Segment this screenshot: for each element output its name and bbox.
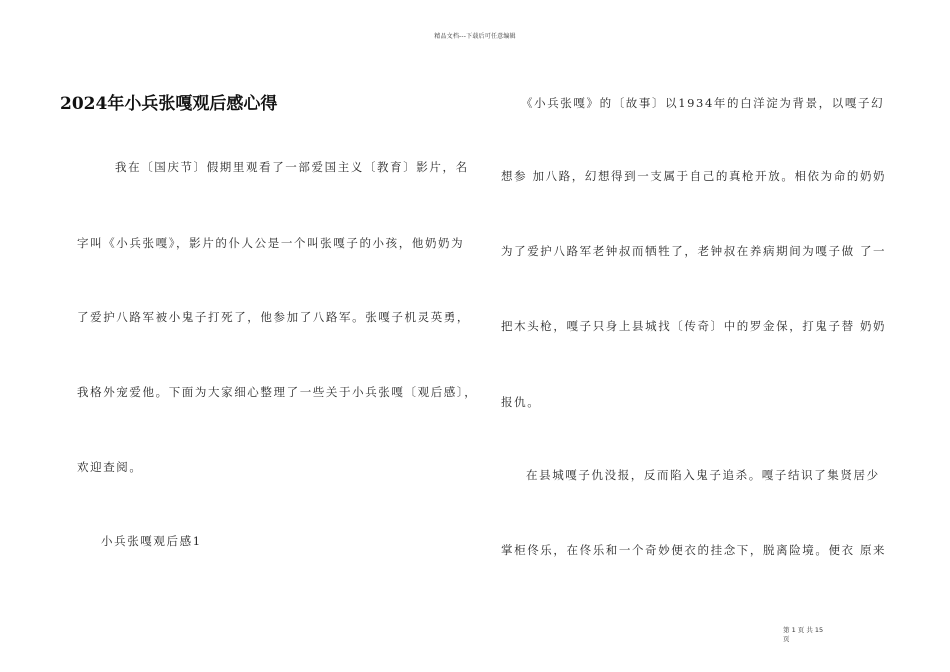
header-note: 精品文档---下载后可任意编辑	[434, 33, 516, 40]
page-number-line: 第 1 页 共 15	[783, 626, 824, 634]
paragraph-line: 在县城嘎子仇没报，反而陷入鬼子追杀。嘎子结识了集贤居少	[526, 468, 880, 482]
paragraph-line: 字叫《小兵张嘎》，影片的仆人公是一个叫张嘎子的小孩，他奶奶为	[77, 236, 465, 250]
paragraph-line: 我格外宠爱他。下面为大家细心整理了一些关于小兵张嘎〔观后感〕，	[77, 385, 478, 399]
paragraph-line: 《小兵张嘎》的〔故事〕以1934年的白洋淀为背景，以嘎子幻	[521, 96, 885, 110]
paragraph-line: 报仇。	[501, 395, 541, 409]
page-number	[783, 626, 833, 644]
paragraph-line: 想参 加八路，幻想得到一支属于自己的真枪开放。相依为命的奶奶	[501, 169, 887, 183]
document-title: 2024年小兵张嘎观后感心得	[60, 94, 278, 114]
paragraph-line: 掌柜佟乐，在佟乐和一个奇妙便衣的挂念下，脱离险境。便衣 原来	[501, 543, 887, 557]
paragraph-line: 把木头枪，嘎子只身上县城找〔传奇〕中的罗金保，打鬼子替 奶奶	[501, 319, 887, 333]
paragraph-line: 为了爱护八路军老钟叔而牺牲了，老钟叔在养病期间为嘎子做 了一	[501, 244, 887, 258]
paragraph-line: 了爱护八路军被小鬼子打死了，他参加了八路军。张嘎子机灵英勇，	[77, 310, 470, 324]
page-number-line: 页	[783, 635, 790, 643]
section-heading: 小兵张嘎观后感1	[101, 534, 202, 548]
paragraph-line: 我在〔国庆节〕假期里观看了一部爱国主义〔教育〕影片，名	[115, 160, 469, 174]
paragraph-line: 欢迎查阅。	[77, 460, 143, 474]
